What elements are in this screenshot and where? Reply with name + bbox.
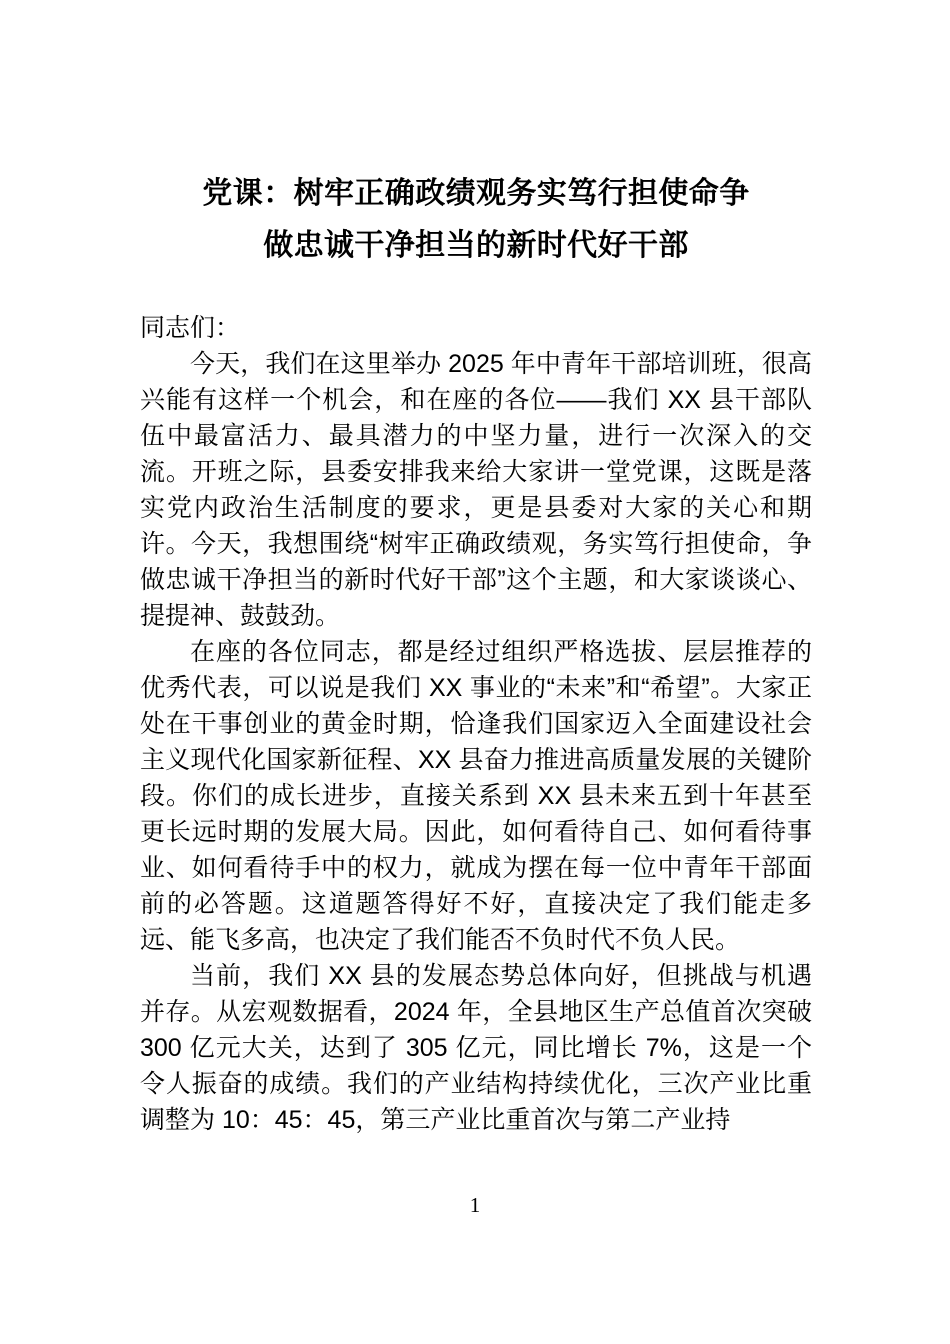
page-number: 1: [469, 1193, 481, 1217]
body-paragraph-2: 在座的各位同志，都是经过组织严格选拔、层层推荐的优秀代表，可以说是我们 XX 事业的“未来”和“希望”。大家正处在干事创业的黄金时期，恰逢我们国家迈入全面建设社会主义现代化国家新征程、XX 县奋力推进高质量发展的关键阶段。你们的成长进步，直接关系到 XX 县未来五到十年甚至更长远时期的发展大局。因此，如何看待自己、如何看待事业、如何看待手中的权力，就成为摆在每一位中青年干部面前的必答题。这道题答得好不好，直接决定了我们能走多远、能飞多高，也决定了我们能否不负时代不负人民。: [140, 638, 812, 954]
salutation: 同志们：: [140, 314, 241, 342]
document-body: [140, 0, 812, 1138]
body-paragraph-1: 今天，我们在这里举办 2025 年中青年干部培训班，很高兴能有这样一个机会，和在座的各位——我们 XX 县干部队伍中最富活力、最具潜力的中坚力量，进行一次深入的交流。开班之际，县委安排我来给大家讲一堂党课，这既是落实党内政治生活制度的要求，更是县委对大家的关心和期许。今天，我想围绕“树牢正确政绩观，务实笃行担使命，争做忠诚干净担当的新时代好干部”这个主题，和大家谈谈心、提提神、鼓鼓劲。: [140, 350, 812, 630]
page-title-line-1: 党课：树牢正确政绩观务实笃行担使命争: [202, 177, 750, 210]
page-title-line-2: 做忠诚干净担当的新时代好干部: [263, 229, 689, 262]
body-paragraph-3: 当前，我们 XX 县的发展态势总体向好，但挑战与机遇并存。从宏观数据看，2024 年，全县地区生产总值首次突破 300 亿元大关，达到了 305 亿元，同比增长 7%，这是一个令人振奋的成绩。我们的产业结构持续优化，三次产业比重调整为 10：45：45，第三产业比重首次与第二产业持: [140, 962, 812, 1134]
page-title: [140, 0, 812, 272]
